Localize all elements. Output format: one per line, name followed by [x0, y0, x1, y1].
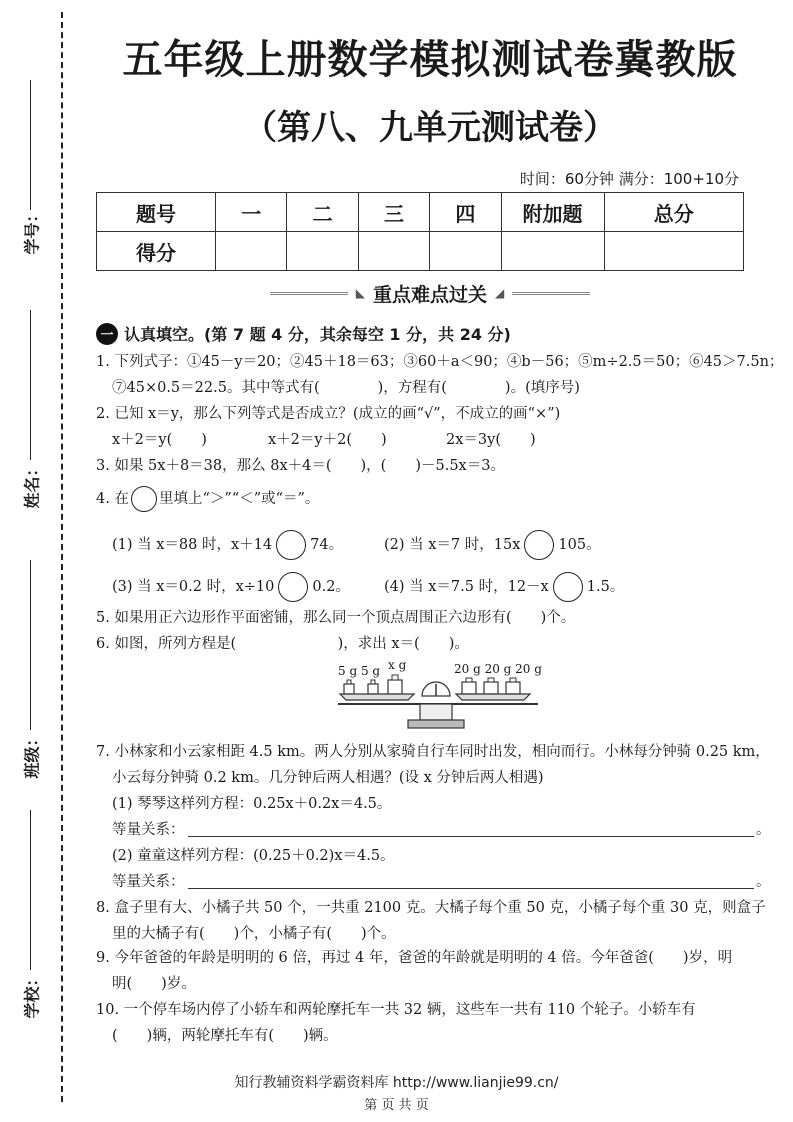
score-header-cell: 一	[216, 193, 287, 232]
q4-2-value: 105。	[558, 537, 601, 553]
question-4-text-post: 里填上“＞”“＜”或“＝”。	[158, 491, 320, 507]
question-4-text-pre: 4. 在	[96, 491, 129, 507]
question-4-part-3	[112, 572, 350, 602]
q4-3-value: 0.2。	[312, 579, 350, 595]
school-underline	[30, 810, 31, 970]
balance-scale-figure	[338, 660, 550, 734]
q4-1-answer-circle[interactable]	[276, 530, 306, 560]
school-field[interactable]	[14, 810, 50, 1030]
banner-rule-right	[512, 292, 590, 295]
question-7-relation-2-label: 等量关系：	[112, 874, 185, 890]
question-1-line-2: ⑦45×0.5＝22.5。其中等式有( )，方程有( )。(填序号)	[112, 380, 580, 396]
question-8-line-2: 里的大橘子有( )个，小橘子有( )个。	[112, 926, 396, 942]
score-cell[interactable]	[216, 232, 287, 271]
score-row-label: 得分	[97, 232, 216, 271]
section-number-badge: 一	[96, 323, 118, 345]
question-7-line-1: 7. 小林家和小云家相距 4.5 km。两人分别从家骑自行车同时出发，相向而行。小林每分钟骑 0.25 km，	[96, 744, 770, 760]
page-subtitle: （第八、九单元测试卷）	[243, 108, 617, 148]
class-underline	[30, 560, 31, 730]
question-5: 5. 如果用正六边形作平面密铺，那么同一个顶点周围正六边形有( )个。	[96, 610, 576, 626]
footer-source: 知行教辅资料学霸资料库 http://www.lianjie99.cn/	[234, 1075, 559, 1091]
section-banner	[270, 280, 590, 306]
q4-3-answer-circle[interactable]	[278, 572, 308, 602]
left-weights-label: 5 g 5 g	[338, 664, 381, 678]
score-cell[interactable]	[501, 232, 604, 271]
score-table-score-row	[97, 232, 744, 271]
score-header-cell: 附加题	[501, 193, 604, 232]
question-6: 6. 如图，所列方程是( )，求出 x＝( )。	[96, 636, 469, 652]
score-header-cell: 总分	[604, 193, 743, 232]
student-name-field[interactable]	[14, 310, 50, 520]
score-cell[interactable]	[358, 232, 429, 271]
banner-right-ornament-icon: ◢	[495, 286, 505, 300]
question-1-line-1: 1. 下列式子：①45－y＝20；②45＋18＝63；③60＋a＜90；④b－56；⑤m÷2.5＝50；⑥45＞7.5n；	[96, 354, 784, 370]
right-weights-label: 20 g 20 g 20 g	[454, 662, 542, 676]
question-4-instruction	[96, 486, 319, 512]
q4-2-text: (2) 当 x＝7 时，15x	[384, 537, 521, 553]
score-header-cell: 二	[287, 193, 358, 232]
section-heading-text: 认真填空。(第 7 题 4 分，其余每空 1 分，共 24 分)	[124, 325, 511, 344]
score-header-cell: 三	[358, 193, 429, 232]
question-7-relation-2-answer-line[interactable]	[188, 888, 754, 889]
student-id-underline	[30, 80, 31, 210]
question-7-relation-1-label: 等量关系：	[112, 822, 185, 838]
binding-dashed-line	[61, 12, 63, 1102]
question-10-line-1: 10. 一个停车场内停了小轿车和两轮摩托车一共 32 辆，这些车一共有 110 个轮子。小轿车有	[96, 1002, 696, 1018]
class-field[interactable]	[14, 560, 50, 790]
q4-4-text: (4) 当 x＝7.5 时，12－x	[384, 579, 549, 595]
question-2-item-b: x＋2＝y＋2( )	[268, 432, 387, 448]
class-label: 班级：	[22, 730, 42, 779]
question-9-line-2: 明( )岁。	[112, 976, 196, 992]
balance-scale-icon	[338, 660, 550, 734]
question-4-part-1	[112, 530, 343, 560]
answer-circle-icon	[131, 486, 157, 512]
student-name-underline	[30, 310, 31, 460]
question-7-line-2: 小云每分钟骑 0.2 km。几分钟后两人相遇？(设 x 分钟后两人相遇)	[112, 770, 544, 786]
question-7-relation-1-answer-line[interactable]	[188, 836, 754, 837]
q4-4-value: 1.5。	[586, 579, 625, 595]
footer-page-number: 第 页 共 页	[364, 1098, 429, 1113]
time-score-info: 时间：60分钟 满分：100+10分	[519, 170, 739, 188]
x-weight-label: x g	[388, 658, 407, 672]
question-7-relation-1-end: 。	[756, 822, 771, 838]
q4-2-answer-circle[interactable]	[524, 530, 554, 560]
question-10-line-2: ( )辆，两轮摩托车有( )辆。	[112, 1028, 338, 1044]
score-cell[interactable]	[287, 232, 358, 271]
school-label: 学校：	[22, 970, 42, 1019]
question-2-item-c: 2x＝3y( )	[446, 432, 536, 448]
question-7-method-1: (1) 琴琴这样列方程：0.25x＋0.2x＝4.5。	[112, 796, 392, 812]
score-cell[interactable]	[430, 232, 501, 271]
question-2-line-1: 2. 已知 x＝y，那么下列等式是否成立？(成立的画“√”，不成立的画“×”)	[96, 406, 561, 422]
q4-4-answer-circle[interactable]	[553, 572, 583, 602]
score-table-header-row	[97, 193, 744, 232]
question-4-part-4	[384, 572, 624, 602]
section-heading	[96, 322, 511, 345]
student-id-label: 学号：	[22, 206, 42, 255]
q4-1-value: 74。	[310, 537, 344, 553]
page-title: 五年级上册数学模拟测试卷冀教版	[122, 37, 738, 83]
question-4-part-2	[384, 530, 601, 560]
score-cell[interactable]	[604, 232, 743, 271]
question-2-item-a: x＋2＝y( )	[112, 432, 207, 448]
q4-3-text: (3) 当 x＝0.2 时，x÷10	[112, 579, 275, 595]
banner-text: 重点难点过关	[373, 283, 488, 306]
student-name-label: 姓名：	[22, 460, 42, 509]
score-header-cell: 四	[430, 193, 501, 232]
banner-rule-left	[270, 292, 348, 295]
q4-1-text: (1) 当 x＝88 时，x＋14	[112, 537, 273, 553]
student-id-field[interactable]	[14, 80, 50, 260]
question-7-relation-2-end: 。	[756, 874, 771, 890]
question-7-method-2: (2) 童童这样列方程：(0.25＋0.2)x＝4.5。	[112, 848, 395, 864]
question-8-line-1: 8. 盒子里有大、小橘子共 50 个，一共重 2100 克。大橘子每个重 50 克，小橘子每个重 30 克，则盒子	[96, 900, 766, 916]
banner-left-ornament-icon: ◣	[355, 286, 365, 300]
question-3: 3. 如果 5x＋8＝38，那么 8x＋4＝( )，( )－5.5x＝3。	[96, 458, 505, 474]
score-header-cell: 题号	[97, 193, 216, 232]
question-9-line-1: 9. 今年爸爸的年龄是明明的 6 倍，再过 4 年，爸爸的年龄就是明明的 4 倍。今年爸爸( )岁，明	[96, 950, 733, 966]
score-table	[96, 192, 744, 271]
